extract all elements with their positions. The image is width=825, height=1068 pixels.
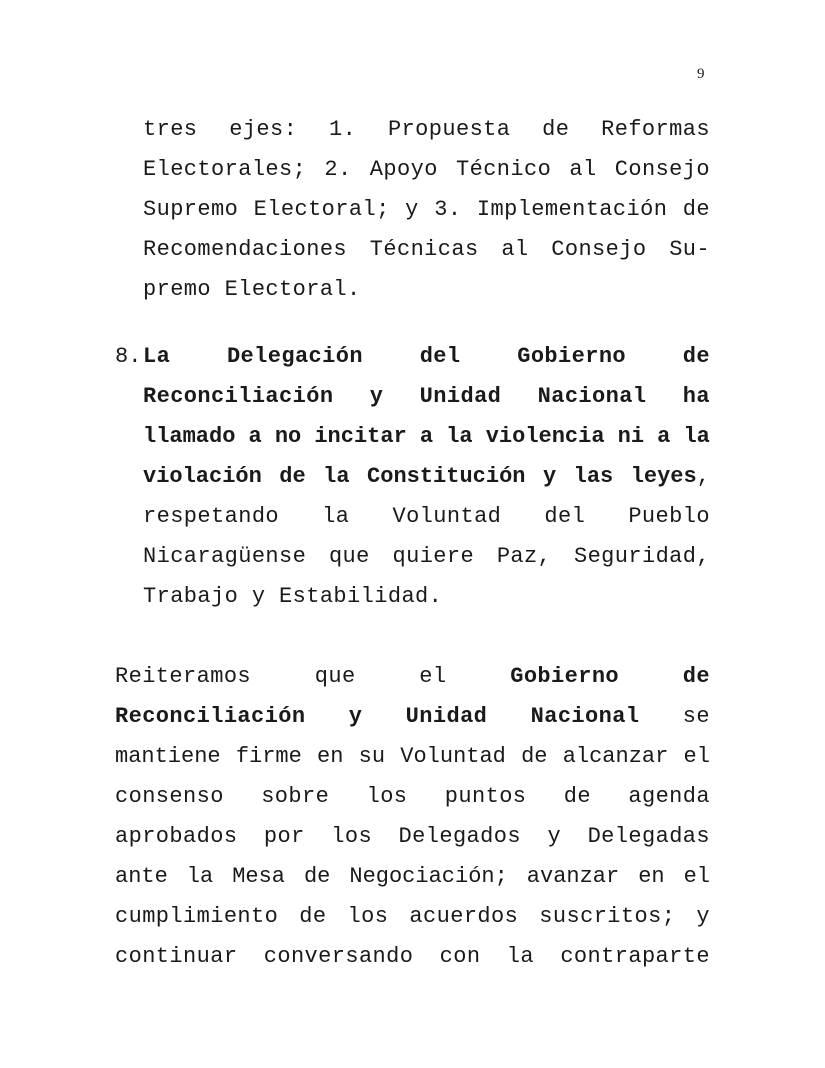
p3-line-1: Reiteramos que el Gobierno de: [115, 664, 710, 689]
p1-line-5: premo Electoral.: [143, 277, 361, 302]
item8-line-5: respetando la Voluntad del Pueblo: [143, 504, 710, 529]
p3-line-6: ante la Mesa de Negociación; avanzar en el: [115, 864, 710, 889]
p3-line-4: consenso sobre los puntos de agenda: [115, 784, 710, 809]
page-number: 9: [697, 66, 705, 82]
item8-line-7: Trabajo y Estabilidad.: [143, 584, 443, 609]
p1-line-1: tres ejes: 1. Propuesta de Reformas: [143, 117, 710, 142]
item8-line-4: violación de la Constitución y las leyes,: [143, 464, 710, 489]
p3-line-2: Reconciliación y Unidad Nacional se: [115, 704, 710, 729]
item8-line-2: Reconciliación y Unidad Nacional ha: [143, 384, 710, 409]
item8-line-3: llamado a no incitar a la violencia ni a la: [143, 424, 710, 449]
item8-line-1: La Delegación del Gobierno de: [143, 344, 710, 369]
p3-line-5: aprobados por los Delegados y Delegadas: [115, 824, 710, 849]
p3-line-7: cumplimiento de los acuerdos suscritos; y: [115, 904, 710, 929]
p1-line-3: Supremo Electoral; y 3. Implementación de: [143, 197, 710, 222]
item-8-number: 8.: [115, 344, 142, 369]
item8-line-6: Nicaragüense que quiere Paz, Seguridad,: [143, 544, 710, 569]
p3-line-8: continuar conversando con la contraparte: [115, 944, 710, 969]
p1-line-4: Recomendaciones Técnicas al Consejo Su-: [143, 237, 710, 262]
p3-line-3: mantiene firme en su Voluntad de alcanzar el: [115, 744, 710, 769]
p1-line-2: Electorales; 2. Apoyo Técnico al Consejo: [143, 157, 710, 182]
